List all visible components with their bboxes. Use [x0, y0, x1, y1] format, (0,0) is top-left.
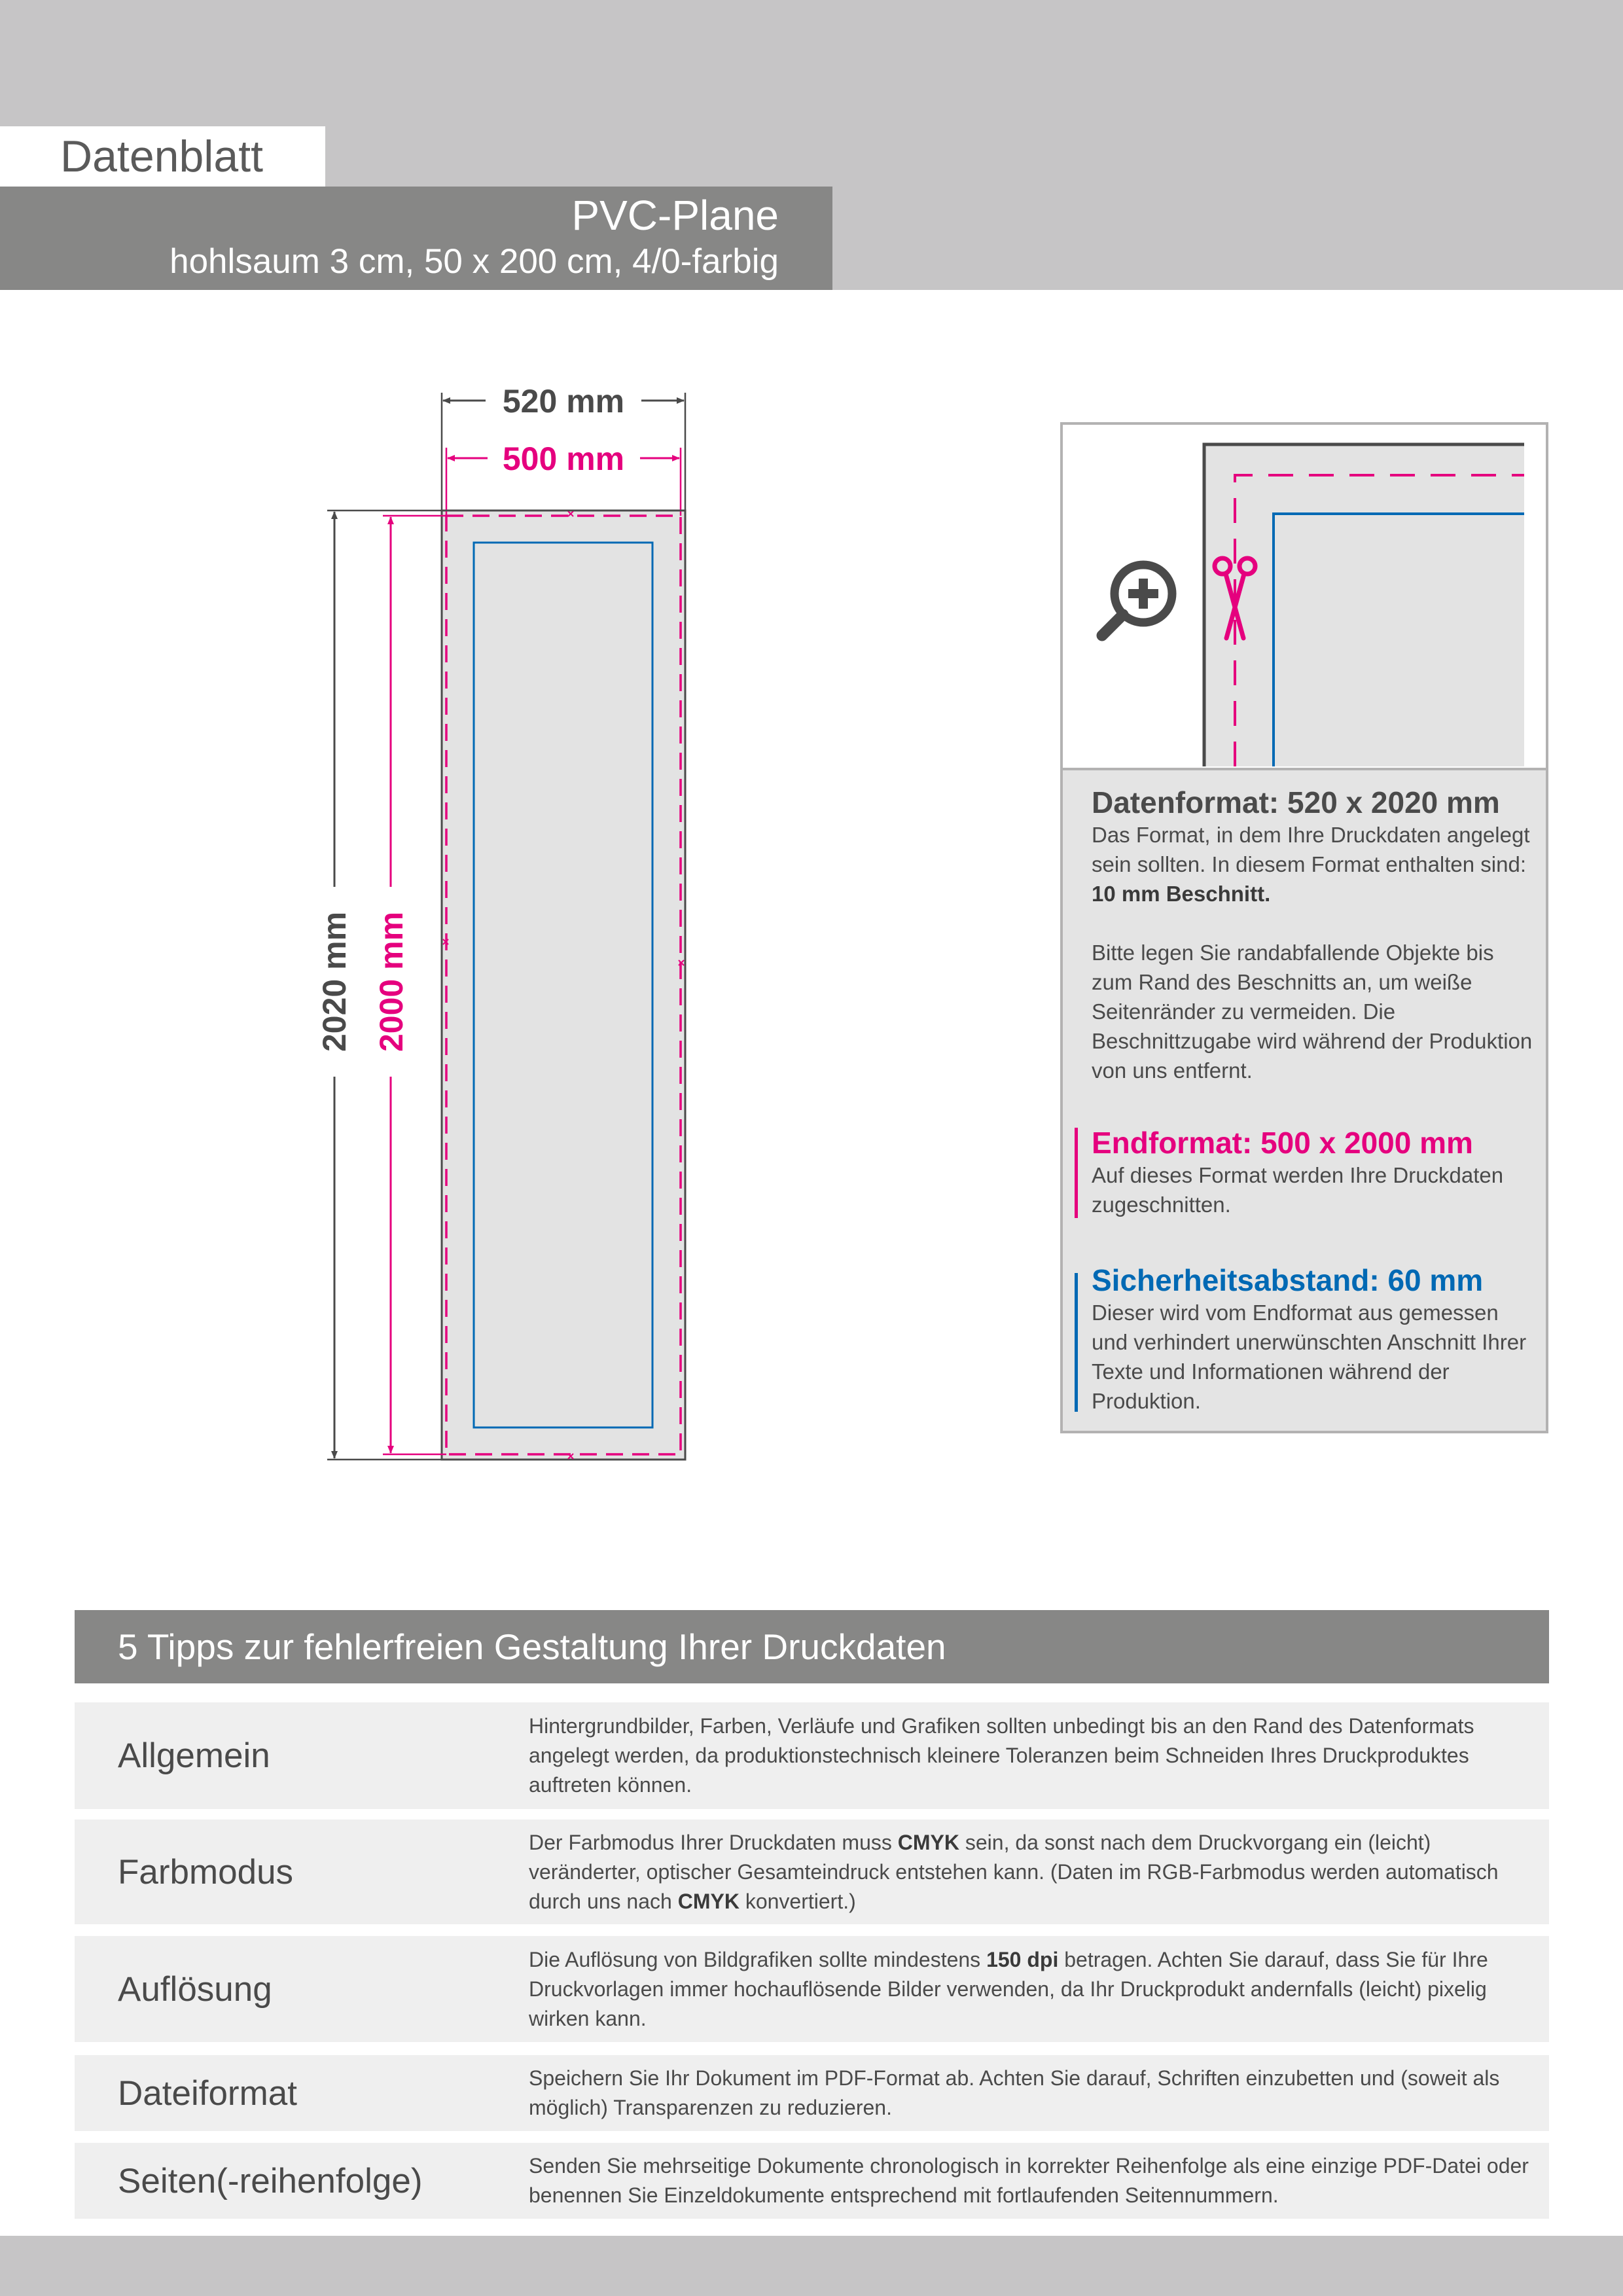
tip-text: Speichern Sie Ihr Dokument im PDF-Format ab. Achten Sie darauf, Schriften einzubetten und (soweit als möglich) Transparenzen zu reduzieren.	[529, 2066, 1500, 2119]
zoom-banner-area	[1204, 444, 1524, 766]
datenformat-section	[1092, 785, 1537, 1085]
corner-zoom-detail	[1063, 425, 1546, 766]
endformat-heading: Endformat: 500 x 2000 mm	[1092, 1126, 1473, 1160]
tip-row-farbmodus	[75, 1820, 1549, 1924]
tip-row-dateiformat	[75, 2055, 1549, 2131]
tip-text-bold: 150 dpi	[986, 1947, 1059, 1971]
zoom-in-icon	[1102, 565, 1172, 636]
sicherheitsabstand-text: Dieser wird vom Endformat aus gemessen und verhindert unerwünschten Anschnitt Ihrer Texte und Informationen während der Produktion.	[1092, 1300, 1527, 1413]
tip-text: Hintergrundbilder, Farben, Verläufe und Grafiken sollten unbedingt bis an den Rand des Datenformats angelegt werden, da produktionstechnisch kleinere Toleranzen beim Schneiden Ihres Druckproduktes auftreten können.	[529, 1714, 1474, 1797]
outer-width-label: 520 mm	[502, 383, 625, 420]
datenformat-text-part: Das Format, in dem Ihre Druckdaten angelegt sein sollten. In diesem Format enthalten sind:	[1092, 823, 1530, 876]
inner-width-label: 500 mm	[502, 440, 625, 477]
tip-text-part: konvertiert.)	[739, 1889, 856, 1913]
sicherheitsabstand-heading: Sicherheitsabstand: 60 mm	[1092, 1263, 1484, 1297]
datenformat-text-bold: 10 mm Beschnitt.	[1092, 882, 1271, 906]
inner-height-label: 2000 mm	[373, 911, 410, 1052]
datenformat-text2: Bitte legen Sie randabfallende Objekte bis zum Rand des Beschnitts an, um weiße Seitenränder zu vermeiden. Die Beschnittzugabe wird während der Produktion von uns entfernt.	[1092, 941, 1533, 1083]
tip-row-aufloesung	[75, 1936, 1549, 2042]
tip-text-part: Der Farbmodus Ihrer Druckdaten muss	[529, 1830, 898, 1854]
product-header	[0, 187, 832, 290]
tip-text-bold: CMYK	[897, 1830, 959, 1854]
tip-row-seiten	[75, 2143, 1549, 2219]
tip-text-part: betragen. Achten Sie darauf, dass Sie für Ihre Druckvorlagen immer hochauflösende Bilder verwenden, da Ihr Druckprodukt andernfalls (leicht) pixelig wirken kann.	[529, 1947, 1488, 2030]
format-drawing	[0, 353, 785, 1505]
tip-title: Seiten(-reihenfolge)	[118, 2161, 423, 2200]
tip-text-part: sein, da sonst nach dem Druckvorgang ein (leicht) veränderter, optischer Gesamteindruck entstehen kann. (Daten im RGB-Farbmodus werden automatisch durch uns nach	[529, 1830, 1499, 1913]
tip-title: Auflösung	[118, 1969, 272, 2009]
endformat-section	[1092, 1125, 1537, 1219]
tip-text-part: Die Auflösung von Bildgrafiken sollte mindestens	[529, 1947, 987, 1971]
tip-text	[529, 1820, 1537, 1924]
product-title: PVC-Plane	[571, 192, 779, 239]
outer-height-label: 2020 mm	[316, 911, 353, 1052]
tip-text-bold: CMYK	[677, 1889, 740, 1913]
datenformat-heading: Datenformat: 520 x 2020 mm	[1092, 785, 1500, 819]
tip-text: Senden Sie mehrseitige Dokumente chronologisch in korrekter Reihenfolge als eine einzige PDF-Datei oder benennen Sie Einzeldokumente entsprechend mit fortlaufenden Seitennummern.	[529, 2154, 1529, 2207]
tip-row-allgemein	[75, 1702, 1549, 1809]
bottom-band	[0, 2236, 1623, 2296]
tip-title: Farbmodus	[118, 1852, 294, 1892]
info-text-box	[1063, 768, 1546, 1431]
endformat-marker	[1075, 1128, 1078, 1218]
data-format-rect	[442, 511, 685, 1460]
tip-title: Dateiformat	[118, 2073, 297, 2113]
product-subtitle: hohlsaum 3 cm, 50 x 200 cm, 4/0-farbig	[169, 242, 779, 281]
tip-text	[529, 1936, 1537, 2042]
doc-label: Datenblatt	[0, 126, 325, 187]
tip-title: Allgemein	[118, 1736, 270, 1775]
sicherheitsabstand-section	[1092, 1263, 1537, 1416]
safety-marker	[1075, 1273, 1078, 1412]
tips-heading: 5 Tipps zur fehlerfreien Gestaltung Ihrer Druckdaten	[75, 1610, 1549, 1683]
datenformat-text	[1092, 820, 1537, 908]
endformat-text: Auf dieses Format werden Ihre Druckdaten zugeschnitten.	[1092, 1163, 1504, 1217]
